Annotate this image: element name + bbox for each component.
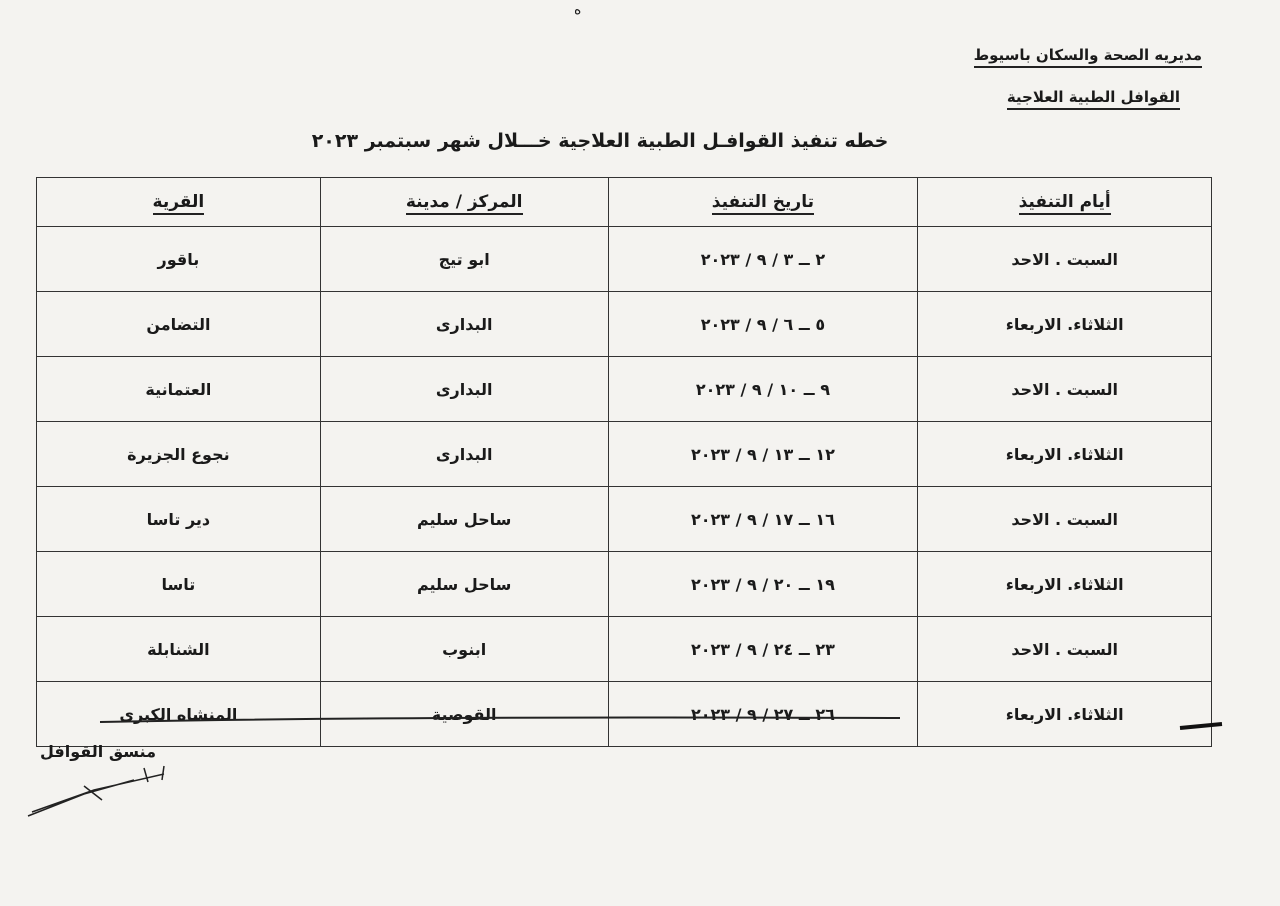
cell-center: ابو تيج <box>320 227 608 292</box>
cell-days: الثلاثاء. الاربعاء <box>918 292 1212 357</box>
page-number-mark: ه <box>574 2 582 18</box>
cell-village: نجوع الجزيرة <box>37 422 321 487</box>
cell-days: الثلاثاء. الاربعاء <box>918 422 1212 487</box>
header-date: تاريخ التنفيذ <box>608 178 918 227</box>
cell-days: السبت . الاحد <box>918 357 1212 422</box>
cell-days: السبت . الاحد <box>918 487 1212 552</box>
cell-village: تاسا <box>37 552 321 617</box>
cell-date: ٢ ــ ٣ / ٩ / ٢٠٢٣ <box>608 227 918 292</box>
cell-village: باقور <box>37 227 321 292</box>
header-center: المركز / مدينة <box>320 178 608 227</box>
cell-days: السبت . الاحد <box>918 617 1212 682</box>
cell-days: السبت . الاحد <box>918 227 1212 292</box>
cell-village: الشنابلة <box>37 617 321 682</box>
cell-center: ابنوب <box>320 617 608 682</box>
cell-village: دير تاسا <box>37 487 321 552</box>
cell-date: ١٢ ــ ١٣ / ٩ / ٢٠٢٣ <box>608 422 918 487</box>
document-title: خطه تنفيذ القوافـل الطبية العلاجية خـــلال شهر سبتمبر ٢٠٢٣ <box>311 130 889 152</box>
cell-center: البدارى <box>320 357 608 422</box>
cell-village: العتمانية <box>37 357 321 422</box>
cell-center: البدارى <box>320 292 608 357</box>
cell-date: ٥ ــ ٦ / ٩ / ٢٠٢٣ <box>608 292 918 357</box>
cell-days: الثلاثاء. الاربعاء <box>918 552 1212 617</box>
cell-date: ٢٣ ــ ٢٤ / ٩ / ٢٠٢٣ <box>608 617 918 682</box>
cell-village: المنشاه الكبرى <box>37 682 321 747</box>
cell-date: ٢٦ ــ ٢٧ / ٩ / ٢٠٢٣ <box>608 682 918 747</box>
department-name: القوافل الطبية العلاجية <box>1007 88 1180 110</box>
cell-center: البدارى <box>320 422 608 487</box>
coordinator-label: منسق القوافل <box>40 742 156 761</box>
cell-days: الثلاثاء. الاربعاء <box>918 682 1212 747</box>
cell-village: التضامن <box>37 292 321 357</box>
cell-date: ٩ ــ ١٠ / ٩ / ٢٠٢٣ <box>608 357 918 422</box>
cell-center: القوصية <box>320 682 608 747</box>
cell-date: ١٩ ــ ٢٠ / ٩ / ٢٠٢٣ <box>608 552 918 617</box>
cell-center: ساحل سليم <box>320 487 608 552</box>
cell-date: ١٦ ــ ١٧ / ٩ / ٢٠٢٣ <box>608 487 918 552</box>
signature-scribble <box>24 760 194 830</box>
cell-center: ساحل سليم <box>320 552 608 617</box>
header-days: أيام التنفيذ <box>918 178 1212 227</box>
directorate-name: مديريه الصحة والسكان باسيوط <box>974 46 1202 68</box>
header-village: القرية <box>37 178 321 227</box>
